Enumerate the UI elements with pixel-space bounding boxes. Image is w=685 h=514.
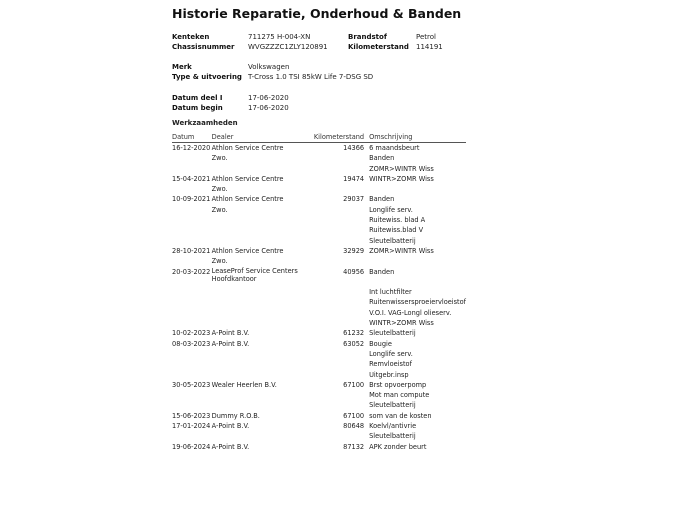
row-omschrijving xyxy=(369,380,466,411)
chassis-label: Chassisnummer xyxy=(172,43,235,52)
row-dealer: Athlon Service Centre Zwo. xyxy=(211,144,284,163)
merk-label: Merk xyxy=(172,63,192,71)
omschrijving-line: WINTR>ZOMR Wiss xyxy=(369,319,434,328)
omschrijving-line: Sleutelbatterij xyxy=(369,401,416,410)
row-dealer: Athlon Service Centre Zwo. xyxy=(211,195,284,214)
kenteken-label: Kenteken xyxy=(172,33,210,41)
row-km: 32929 xyxy=(343,246,365,255)
merk-labels xyxy=(172,62,242,83)
row-km: 40956 xyxy=(343,267,365,276)
omschrijving-line: APK zonder beurt xyxy=(369,442,427,451)
row-omschrijving xyxy=(369,267,466,329)
omschrijving-line: Sleutelbatterij xyxy=(369,236,416,245)
vehicle-labels-1 xyxy=(172,32,235,53)
omschrijving-line: Banden xyxy=(369,195,395,204)
vehicle-values-2 xyxy=(416,32,443,53)
omschrijving-line: Banden xyxy=(369,267,395,276)
type-label: Type & uitvoering xyxy=(172,73,242,82)
omschrijving-line: Ruitewiss.blad V xyxy=(369,226,424,235)
datum-deel-value: 17-06-2020 xyxy=(248,94,289,102)
table-row xyxy=(172,328,466,338)
omschrijving-line: Sleutelbatterij xyxy=(369,329,416,338)
row-dealer: Wealer Heerlen B.V. xyxy=(211,380,277,389)
omschrijving-line: som van de kosten xyxy=(369,411,432,420)
page-title: Historie Reparatie, Onderhoud & Banden xyxy=(172,6,462,21)
row-omschrijving xyxy=(369,339,466,380)
table-row xyxy=(172,411,466,421)
row-km: 67100 xyxy=(343,411,365,420)
omschrijving-line: Longlife serv. xyxy=(369,205,413,214)
datum-labels xyxy=(172,93,223,114)
omschrijving-line: Banden xyxy=(369,154,395,163)
row-dealer: Athlon Service Centre Zwo. xyxy=(211,246,284,266)
omschrijving-line: 6 maandsbeurt xyxy=(369,144,420,152)
col-omschrijving: Omschrijving xyxy=(369,132,466,143)
type-value: T-Cross 1.0 TSI 85kW Life 7-DSG SD xyxy=(248,73,374,82)
brandstof-value: Petrol xyxy=(416,33,436,41)
table-row xyxy=(172,339,466,380)
km-label: Kilometerstand xyxy=(348,43,409,52)
table-row xyxy=(172,267,466,329)
omschrijving-line: Remvloeistof xyxy=(369,360,412,369)
omschrijving-line: Mot man compute xyxy=(369,391,430,400)
row-datum: 10-02-2023 xyxy=(172,329,211,338)
col-km: Kilometerstand xyxy=(301,132,370,143)
row-dealer: A-Point B.V. xyxy=(211,329,250,338)
table-row xyxy=(172,421,466,442)
omschrijving-line: Int luchtfilter xyxy=(369,288,412,297)
row-omschrijving xyxy=(369,194,466,245)
table-row xyxy=(172,442,466,452)
omschrijving-line: ZOMR>WINTR Wiss xyxy=(369,164,434,173)
row-km: 67100 xyxy=(343,380,365,389)
row-omschrijving xyxy=(369,411,466,421)
table-header xyxy=(172,132,466,143)
omschrijving-line: Sleutelbatterij xyxy=(369,432,416,441)
row-datum: 15-04-2021 xyxy=(172,174,211,183)
row-datum: 30-05-2023 xyxy=(172,380,211,389)
datum-values xyxy=(248,93,289,114)
omschrijving-line: Ruitewiss. blad A xyxy=(369,216,426,225)
merk-value: Volkswagen xyxy=(248,63,290,71)
col-datum: Datum xyxy=(172,132,212,143)
row-datum: 16-12-2020 xyxy=(172,144,211,152)
omschrijving-line: Brst opvoerpomp xyxy=(369,380,427,389)
vehicle-values-1 xyxy=(248,32,328,53)
table-row xyxy=(172,143,466,174)
row-dealer: A-Point B.V. xyxy=(211,339,250,348)
omschrijving-line: Uitgebr.insp xyxy=(369,370,409,379)
table-row xyxy=(172,174,466,195)
row-omschrijving xyxy=(369,442,466,452)
row-dealer: Dummy R.O.B. xyxy=(211,411,260,420)
section-title: Werkzaamheden xyxy=(172,119,238,127)
row-km: 63052 xyxy=(343,339,365,348)
omschrijving-line: ZOMR>WINTR Wiss xyxy=(369,246,434,255)
chassis-value: WVGZZZC1ZLY120891 xyxy=(248,43,328,52)
table-row xyxy=(172,194,466,245)
row-datum: 17-01-2024 xyxy=(172,422,211,431)
row-datum: 10-09-2021 xyxy=(172,195,211,204)
row-km: 80648 xyxy=(343,422,365,431)
row-omschrijving xyxy=(369,174,466,195)
row-dealer: A-Point B.V. xyxy=(211,422,250,431)
row-datum: 15-06-2023 xyxy=(172,411,211,420)
brandstof-label: Brandstof xyxy=(348,33,387,41)
row-km: 29037 xyxy=(343,195,365,204)
omschrijving-line: Bougie xyxy=(369,339,392,348)
row-datum: 19-06-2024 xyxy=(172,442,211,451)
kenteken-value: 711275 H-004-XN xyxy=(248,33,311,41)
row-omschrijving xyxy=(369,246,466,267)
row-datum: 08-03-2023 xyxy=(172,339,211,348)
col-dealer: Dealer xyxy=(212,132,301,143)
row-km: 19474 xyxy=(343,174,365,183)
row-km: 14366 xyxy=(343,144,365,152)
row-datum: 20-03-2022 xyxy=(172,267,211,276)
werkzaamheden-table xyxy=(172,132,466,452)
row-dealer: Athlon Service Centre Zwo. xyxy=(211,174,284,194)
omschrijving-line: Ruitenwissersproeiervloeistof xyxy=(369,298,466,307)
row-omschrijving xyxy=(369,143,466,174)
merk-values xyxy=(248,62,373,83)
table-row xyxy=(172,246,466,267)
row-km: 61232 xyxy=(343,329,365,338)
table-row xyxy=(172,380,466,411)
omschrijving-line xyxy=(369,277,466,287)
datum-begin-value: 17-06-2020 xyxy=(248,104,289,113)
vehicle-labels-2 xyxy=(348,32,409,53)
row-dealer: LeaseProf Service Centers Hoofdkantoor xyxy=(211,267,298,283)
row-dealer: A-Point B.V. xyxy=(211,442,250,451)
omschrijving-line: V.O.I. VAG-Longl olieserv. xyxy=(369,308,452,317)
omschrijving-line: Koelvl/antivrie xyxy=(369,422,417,431)
row-km: 87132 xyxy=(343,442,365,451)
omschrijving-line: Longlife serv. xyxy=(369,349,413,358)
datum-begin-label: Datum begin xyxy=(172,104,223,113)
row-omschrijving xyxy=(369,328,466,338)
row-datum: 28-10-2021 xyxy=(172,246,211,255)
row-omschrijving xyxy=(369,421,466,442)
km-value: 114191 xyxy=(416,43,443,52)
datum-deel-label: Datum deel I xyxy=(172,94,223,102)
omschrijving-line: WINTR>ZOMR Wiss xyxy=(369,174,434,183)
